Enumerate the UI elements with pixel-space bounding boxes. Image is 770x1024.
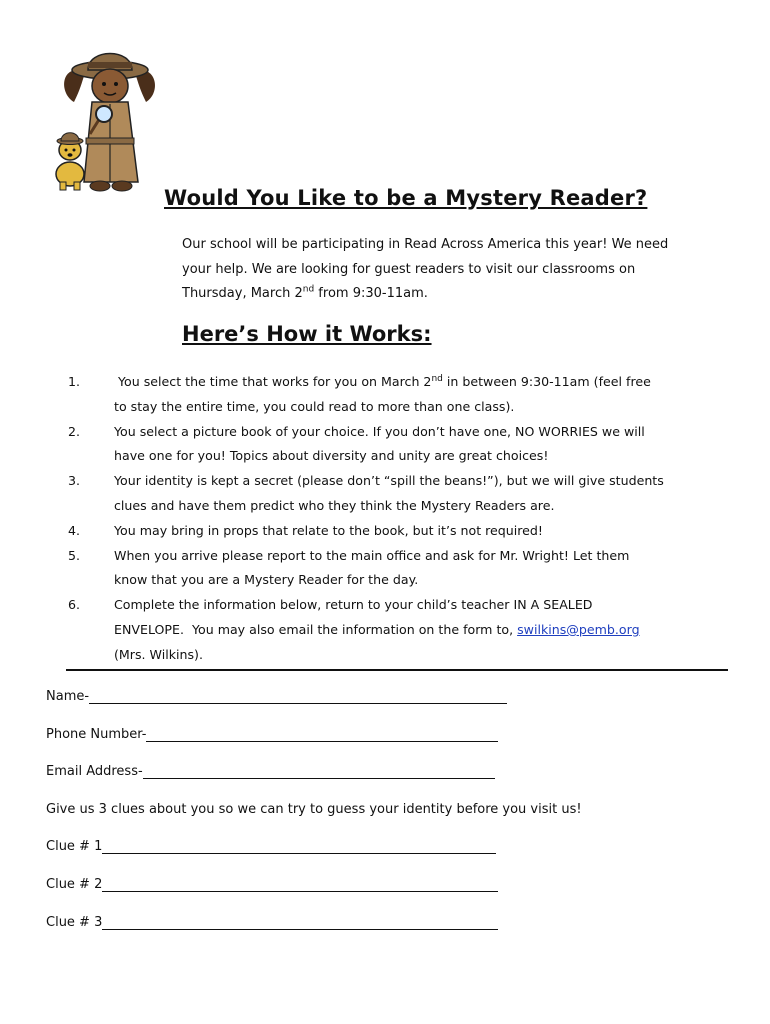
name-field[interactable] [46,686,746,724]
email-field[interactable] [46,761,746,799]
clue-1-blank[interactable] [102,837,496,854]
intro-line: your help. We are looking for guest readers to visit our classrooms on [182,261,636,277]
phone-label: Phone Number- [46,726,147,742]
email-blank[interactable] [143,762,495,779]
intro-line: Our school will be participating in Read Across America this year! We need [182,237,669,252]
intro-paragraph [182,233,722,307]
email-label: Email Address- [46,764,143,780]
step-text: You may bring in props that relate to the book, but it’s not required! [114,522,543,538]
step-number: 3. [68,473,81,489]
clue-3-field[interactable] [46,912,746,950]
detective-illustration [50,42,168,194]
step-number: 4. [68,522,81,538]
reader-info-form [46,686,746,949]
step-number: 2. [68,423,81,439]
step-item [0,420,770,470]
clue-3-label: Clue # 3 [46,914,103,930]
clue-1-field[interactable] [46,836,746,874]
step-number: 1. [68,374,81,389]
step-text: You select a picture book of your choice. If you don’t have one, NO WORRIES we will have one for you! Topics about diversity and unity are great choices! [114,423,645,464]
name-label: Name- [46,689,90,704]
step-text: Your identity is kept a secret (please don’t “spill the beans!”), but we will give students clues and have them predict who they think the Mystery Readers are. [114,473,664,513]
clue-2-label: Clue # 2 [46,876,103,892]
intro-line: Thursday, March 2nd from 9:30-11am. [182,284,428,301]
step-number: 6. [68,597,81,613]
step-item [0,593,770,667]
step-item [0,469,770,519]
step-text: When you arrive please report to the main office and ask for Mr. Wright! Let them know that you are a Mystery Reader for the day. [114,547,630,588]
step-item [0,519,770,544]
phone-field[interactable] [46,724,746,762]
steps-list [0,370,770,668]
email-link[interactable]: swilkins@pemb.org [517,621,640,637]
phone-blank[interactable] [146,725,498,742]
how-it-works-heading: Here’s How it Works: [182,322,432,346]
clue-2-blank[interactable] [102,875,498,892]
step-item [0,370,770,420]
section-divider [66,669,728,671]
step-item [0,544,770,594]
clues-prompt: Give us 3 clues about you so we can try to guess your identity before you visit us! [46,801,582,817]
name-blank[interactable] [89,687,507,704]
clue-1-label: Clue # 1 [46,839,103,855]
page-title: Would You Like to be a Mystery Reader? [164,186,648,210]
step-text: You select the time that works for you on March 2nd in between 9:30-11am (feel free to stay the entire time, you could read to more than one class). [114,373,651,414]
clue-3-blank[interactable] [102,913,498,930]
step-number: 5. [68,547,81,563]
step-text: Complete the information below, return to your child’s teacher IN A SEALED ENVELOPE. You may also email the information on the form to, swilkins@pemb.org (Mrs. Wilkins). [114,597,640,662]
clue-2-field[interactable] [46,874,746,912]
